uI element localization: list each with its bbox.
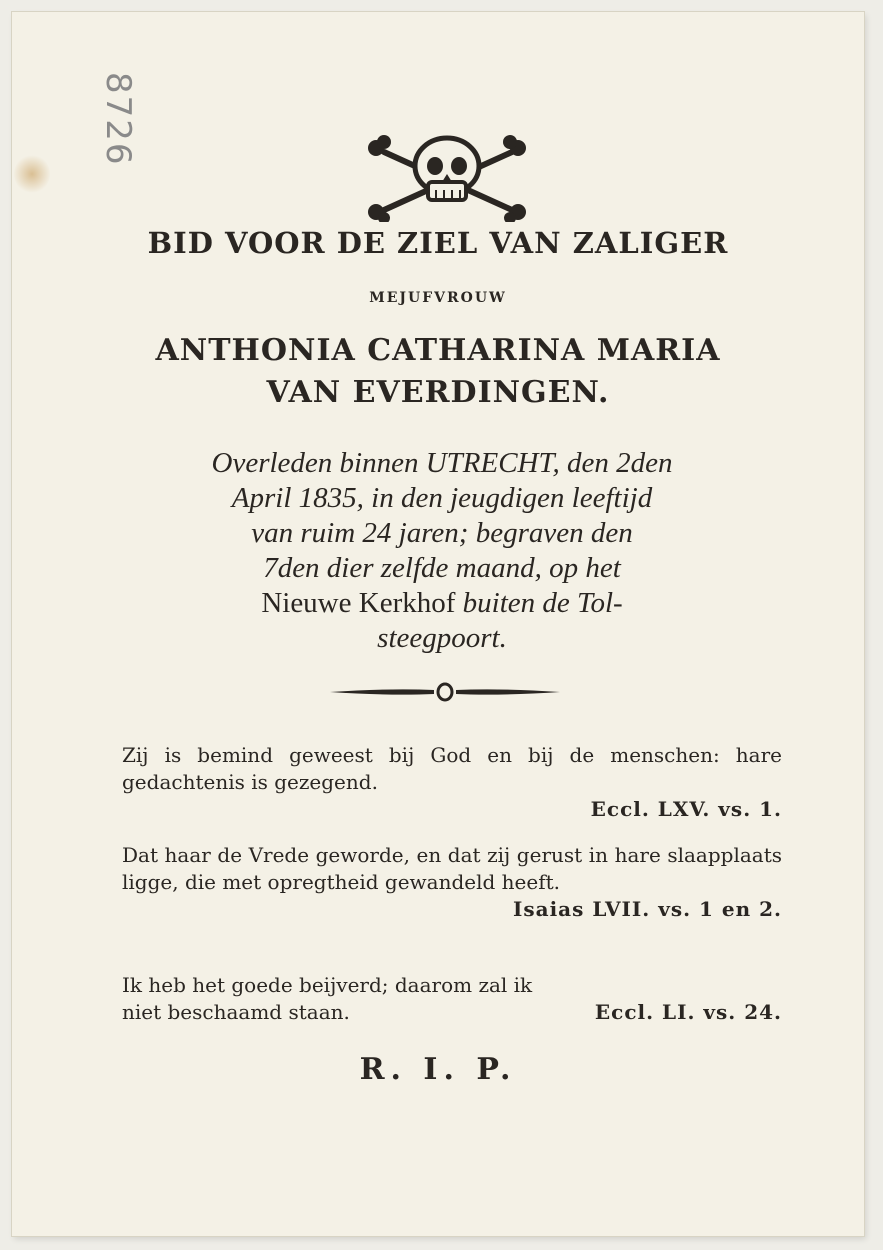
verse-1-reference: Eccl. LXV. vs. 1. [590,797,782,821]
deceased-name [12,330,864,414]
burial-place: Nieuwe Kerkhof [261,587,456,619]
honorific: MEJUFVROUW [369,290,507,306]
deceased-name-line-1: ANTHONIA CATHARINA MARIA [155,333,721,368]
deceased-name-line-2: VAN EVERDINGEN. [266,375,610,410]
verse-3-line-1: Ik heb het goede beijverd; daarom zal ik [122,973,533,997]
prayer-heading: BID VOOR DE ZIEL VAN ZALIGER [147,226,729,260]
verse-1-text: Zij is bemind geweest bij God en bij de menschen: hare gedachtenis is gezegend. [122,743,782,794]
pencil-inventory-number: 8726 [98,72,138,167]
memorial-card [12,12,864,1236]
death-notice-line-1: Overleden binnen UTRECHT, den 2den [211,447,673,479]
verse-2-text: Dat haar de Vrede geworde, en dat zij gerust in hare slaapplaats ligge, die met opregtheid gewandeld heeft. [122,843,782,894]
death-notice-line-2: April 1835, in den jeugdigen leeftijd [231,482,653,514]
verse-3-line-2-text: niet beschaamd staan. [122,1000,350,1024]
death-notice-line-4: 7den dier zelfde maand, op het [263,552,621,584]
verse-2 [122,842,782,923]
verse-3-reference: Eccl. LI. vs. 24. [594,1000,782,1024]
death-notice [112,446,772,656]
death-notice-line-6: steegpoort. [377,622,507,654]
rip-closing: R. I. P. [359,1052,517,1087]
verse-2-reference: Isaias LVII. vs. 1 en 2. [513,897,782,921]
ornamental-divider [330,682,560,702]
skull-crossbones-icon [362,130,532,222]
paper-stain [14,154,50,194]
death-notice-line-5-italic: buiten de Tol- [462,587,623,619]
death-notice-line-5 [112,586,772,621]
verse-3 [122,972,782,1026]
verse-1 [122,742,782,823]
verse-3-line-2 [122,999,782,1026]
death-notice-line-3: van ruim 24 jaren; begraven den [251,517,633,549]
